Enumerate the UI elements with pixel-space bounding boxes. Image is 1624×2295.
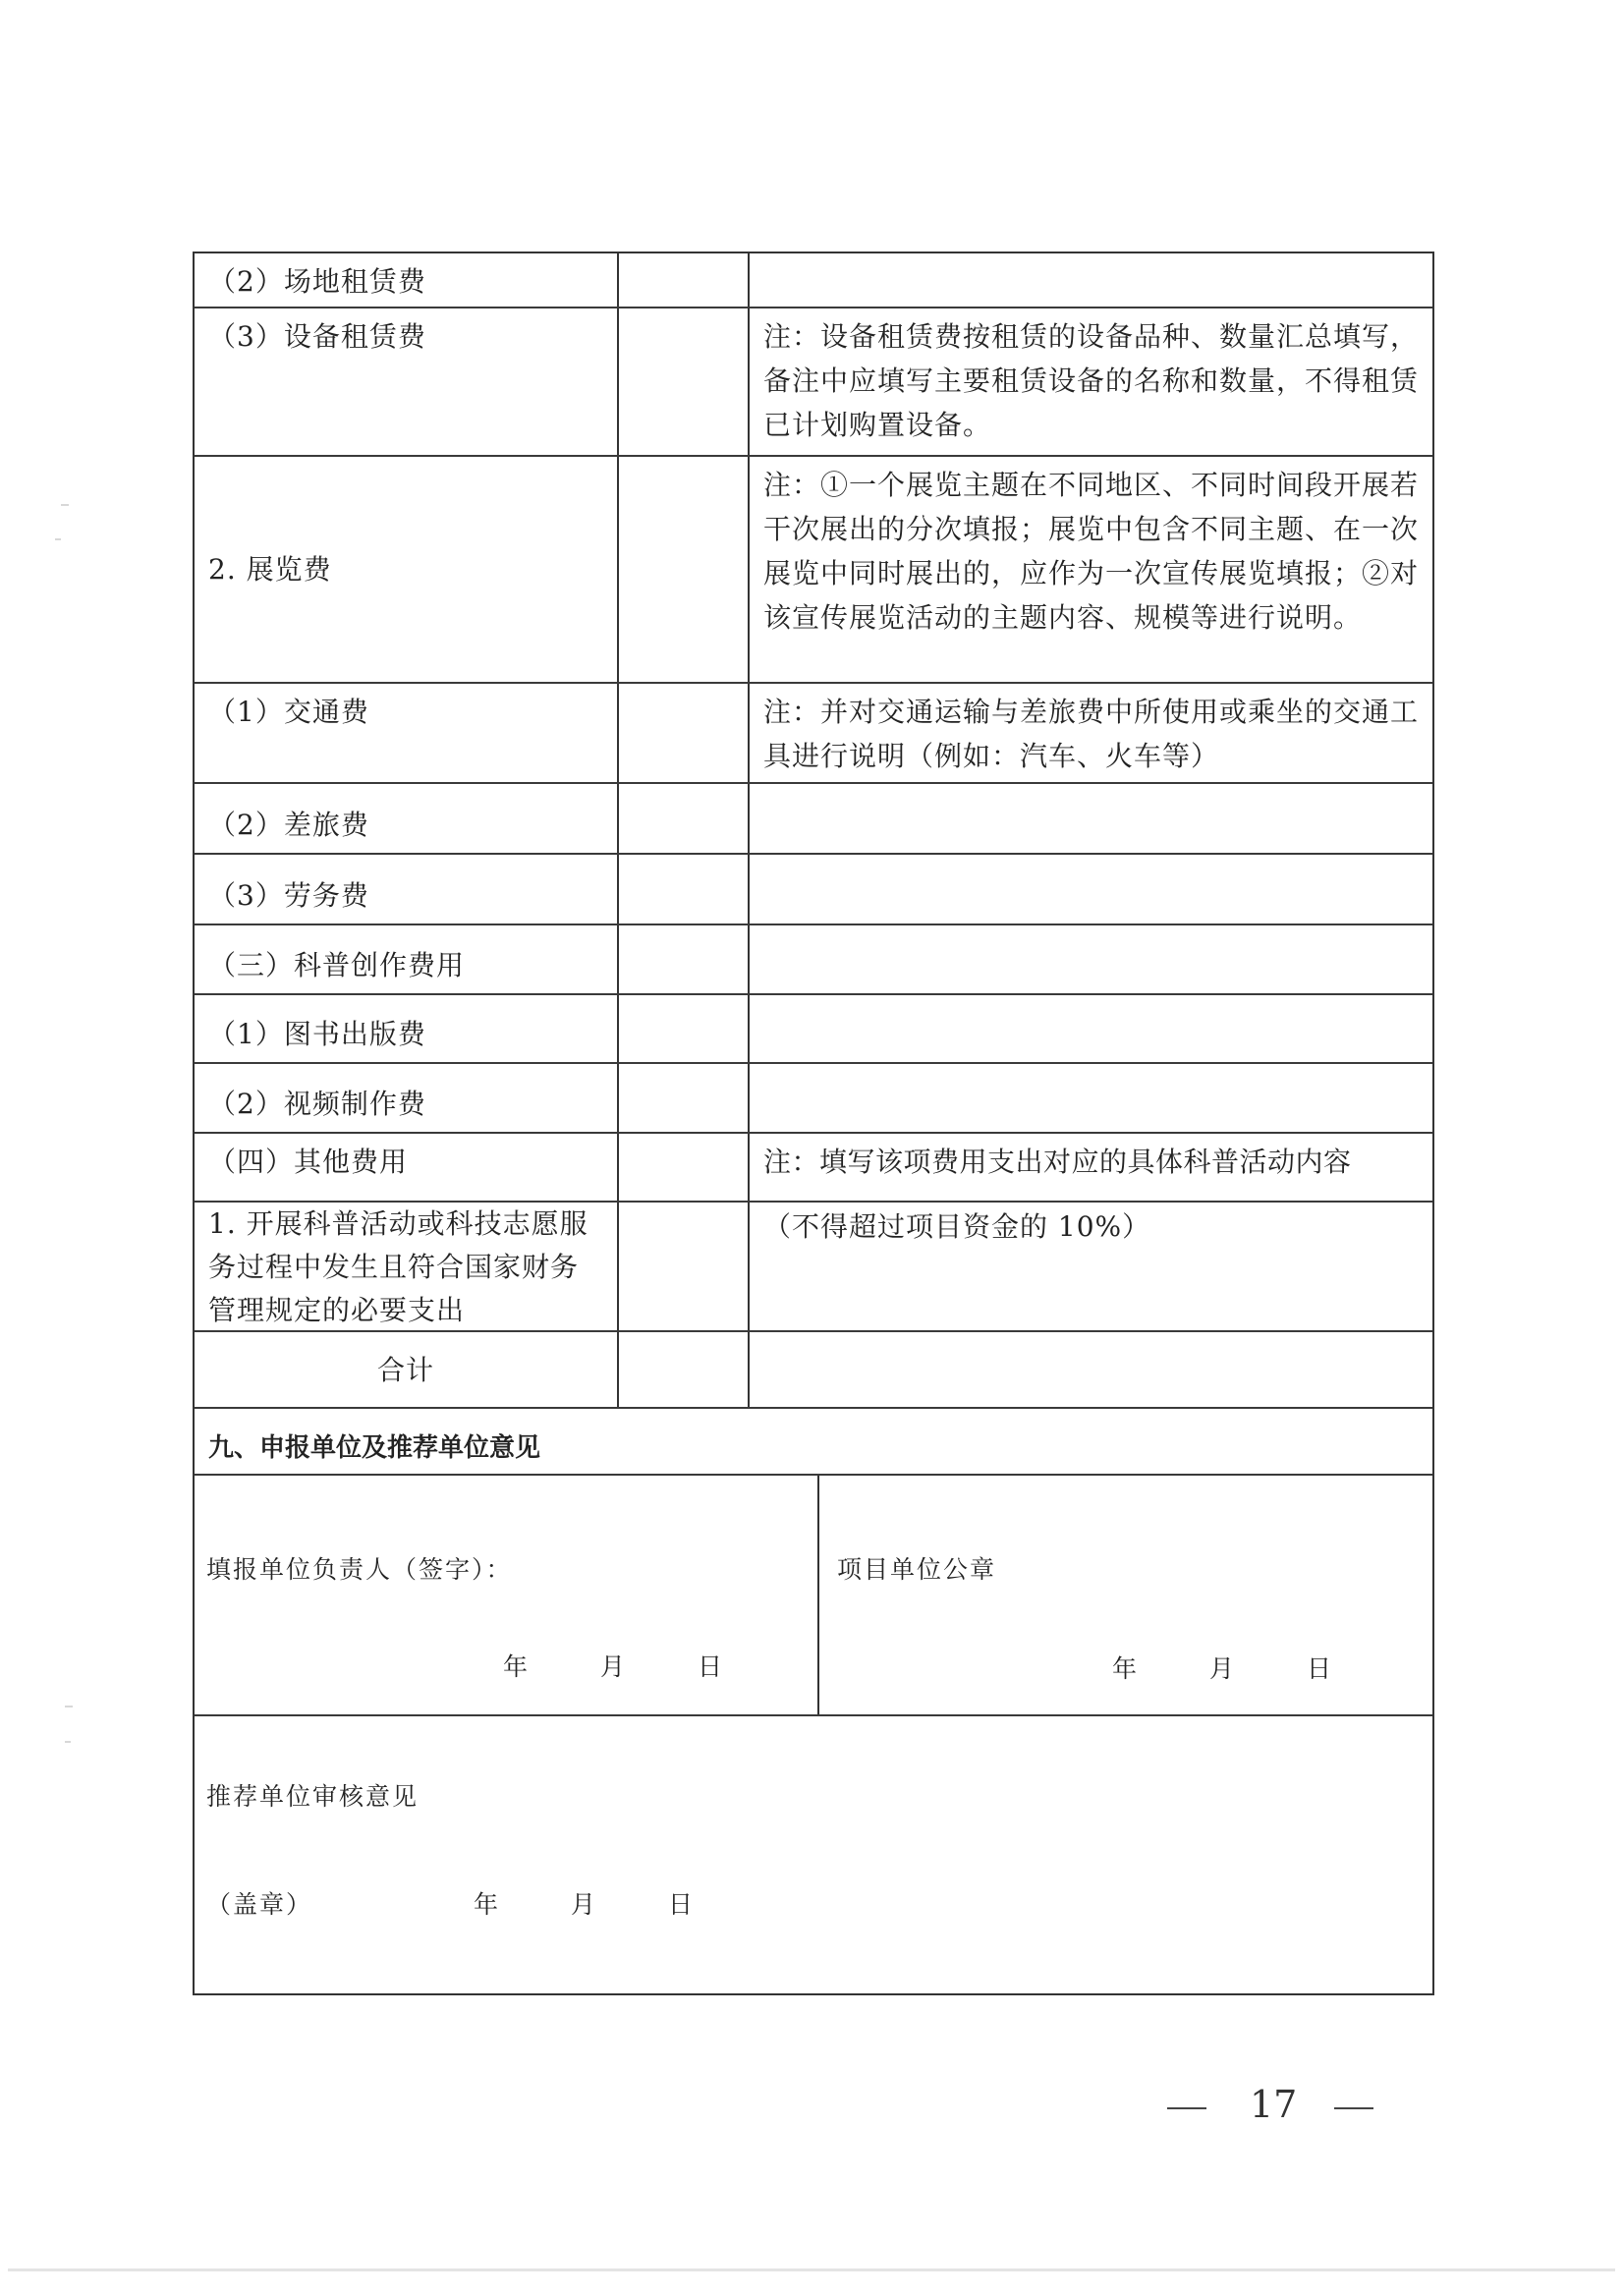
table-row [195, 1203, 1432, 1332]
amount-cell[interactable] [619, 995, 750, 1062]
amount-cell[interactable] [619, 253, 750, 307]
note-cell: 注：并对交通运输与差旅费中所使用或乘坐的交通工具进行说明（例如：汽车、火车等） [763, 696, 1420, 772]
item-cell [195, 925, 619, 993]
item-cell: （四）其他费用 [195, 1134, 619, 1201]
amount-cell[interactable] [619, 1203, 750, 1330]
amount-cell[interactable] [619, 308, 750, 455]
scan-artifact [65, 1706, 73, 1707]
table-row [195, 308, 1432, 457]
date-month: 月 [570, 1890, 597, 1919]
table-row [195, 925, 1432, 995]
item-label: （2）差旅费 [208, 809, 369, 841]
item-cell [195, 784, 619, 853]
table-row [195, 1134, 1432, 1203]
page-number-value: 17 [1250, 2083, 1298, 2126]
item-cell [195, 855, 619, 924]
expense-table [193, 252, 1434, 1995]
item-label: （3）劳务费 [208, 879, 369, 912]
date-day: 日 [1306, 1654, 1333, 1683]
amount-cell[interactable] [619, 457, 750, 682]
page-number [1167, 2083, 1373, 2126]
amount-cell[interactable] [619, 925, 750, 993]
item-cell: （2）场地租赁费 [195, 253, 619, 307]
signature-row [195, 1476, 1432, 1716]
scan-artifact [61, 504, 69, 506]
recommender-label: 推荐单位审核意见 [206, 1782, 420, 1811]
total-amount-cell[interactable] [619, 1332, 750, 1407]
date-month: 月 [1208, 1654, 1236, 1683]
scan-artifact [55, 538, 61, 540]
project-seal-cell[interactable] [819, 1476, 1432, 1714]
date-day: 日 [667, 1890, 695, 1919]
dash-left [1167, 2107, 1206, 2109]
seal-label: （盖章） [206, 1890, 313, 1919]
item-label: （1）图书出版费 [208, 1018, 426, 1050]
item-label: （三）科普创作费用 [208, 949, 466, 981]
item-cell [195, 995, 619, 1062]
item-cell [195, 1064, 619, 1132]
item-label: 2. 展览费 [208, 553, 332, 586]
project-seal-label: 项目单位公章 [837, 1555, 997, 1584]
applicant-sign-label: 填报单位负责人（签字）： [206, 1555, 513, 1584]
note-cell [750, 855, 1432, 924]
section-title: 九、申报单位及推荐单位意见 [208, 1433, 541, 1463]
applicant-date [503, 1648, 724, 1683]
total-label-cell [195, 1332, 619, 1407]
table-row [195, 684, 1432, 784]
item-cell [195, 457, 619, 682]
date-year: 年 [503, 1652, 531, 1681]
recommender-date [474, 1885, 695, 1921]
item-label: （2）视频制作费 [208, 1088, 426, 1120]
dash-right [1334, 2107, 1373, 2109]
note-cell [750, 1064, 1432, 1132]
amount-cell[interactable] [619, 1134, 750, 1201]
total-note-cell [750, 1332, 1432, 1407]
table-row [195, 1064, 1432, 1134]
total-label: 合计 [376, 1353, 434, 1386]
section-header [195, 1409, 1432, 1474]
date-year: 年 [474, 1890, 501, 1919]
date-year: 年 [1112, 1654, 1140, 1683]
amount-cell[interactable] [619, 684, 750, 782]
table-row [195, 253, 1432, 308]
note-cell: 注：填写该项费用支出对应的具体科普活动内容 [763, 1146, 1352, 1178]
table-row [195, 995, 1432, 1064]
date-month: 月 [599, 1652, 627, 1681]
date-day: 日 [697, 1652, 724, 1681]
scan-edge-line [8, 2268, 1615, 2271]
applicant-signature-cell[interactable] [195, 1476, 819, 1714]
note-cell [750, 253, 1432, 307]
note-cell: 注：①一个展览主题在不同地区、不同时间段开展若干次展出的分次填报；展览中包含不同主题、在一次展览中同时展出的，应作为一次宣传展览填报；②对该宣传展览活动的主题内容、规模等进行说明。 [763, 469, 1420, 634]
note-cell: 注：设备租赁费按租赁的设备品种、数量汇总填写，备注中应填写主要租赁设备的名称和数量，不得租赁已计划购置设备。 [763, 320, 1420, 441]
scan-artifact [65, 1741, 71, 1743]
recommender-row [195, 1716, 1432, 1993]
table-row [195, 457, 1432, 684]
note-cell [750, 995, 1432, 1062]
section-header-row [195, 1409, 1432, 1476]
table-row [195, 855, 1432, 925]
note-cell: （不得超过项目资金的 10%） [763, 1210, 1151, 1243]
amount-cell[interactable] [619, 784, 750, 853]
project-seal-date [1112, 1650, 1333, 1685]
note-cell [750, 784, 1432, 853]
item-cell: （3）设备租赁费 [195, 308, 619, 455]
note-cell [750, 925, 1432, 993]
amount-cell[interactable] [619, 855, 750, 924]
item-cell: 1. 开展科普活动或科技志愿服务过程中发生且符合国家财务管理规定的必要支出 [195, 1203, 619, 1330]
amount-cell[interactable] [619, 1064, 750, 1132]
table-row-total [195, 1332, 1432, 1409]
table-row [195, 784, 1432, 855]
recommender-opinion-cell[interactable] [195, 1716, 1432, 1993]
item-cell: （1）交通费 [195, 684, 619, 782]
